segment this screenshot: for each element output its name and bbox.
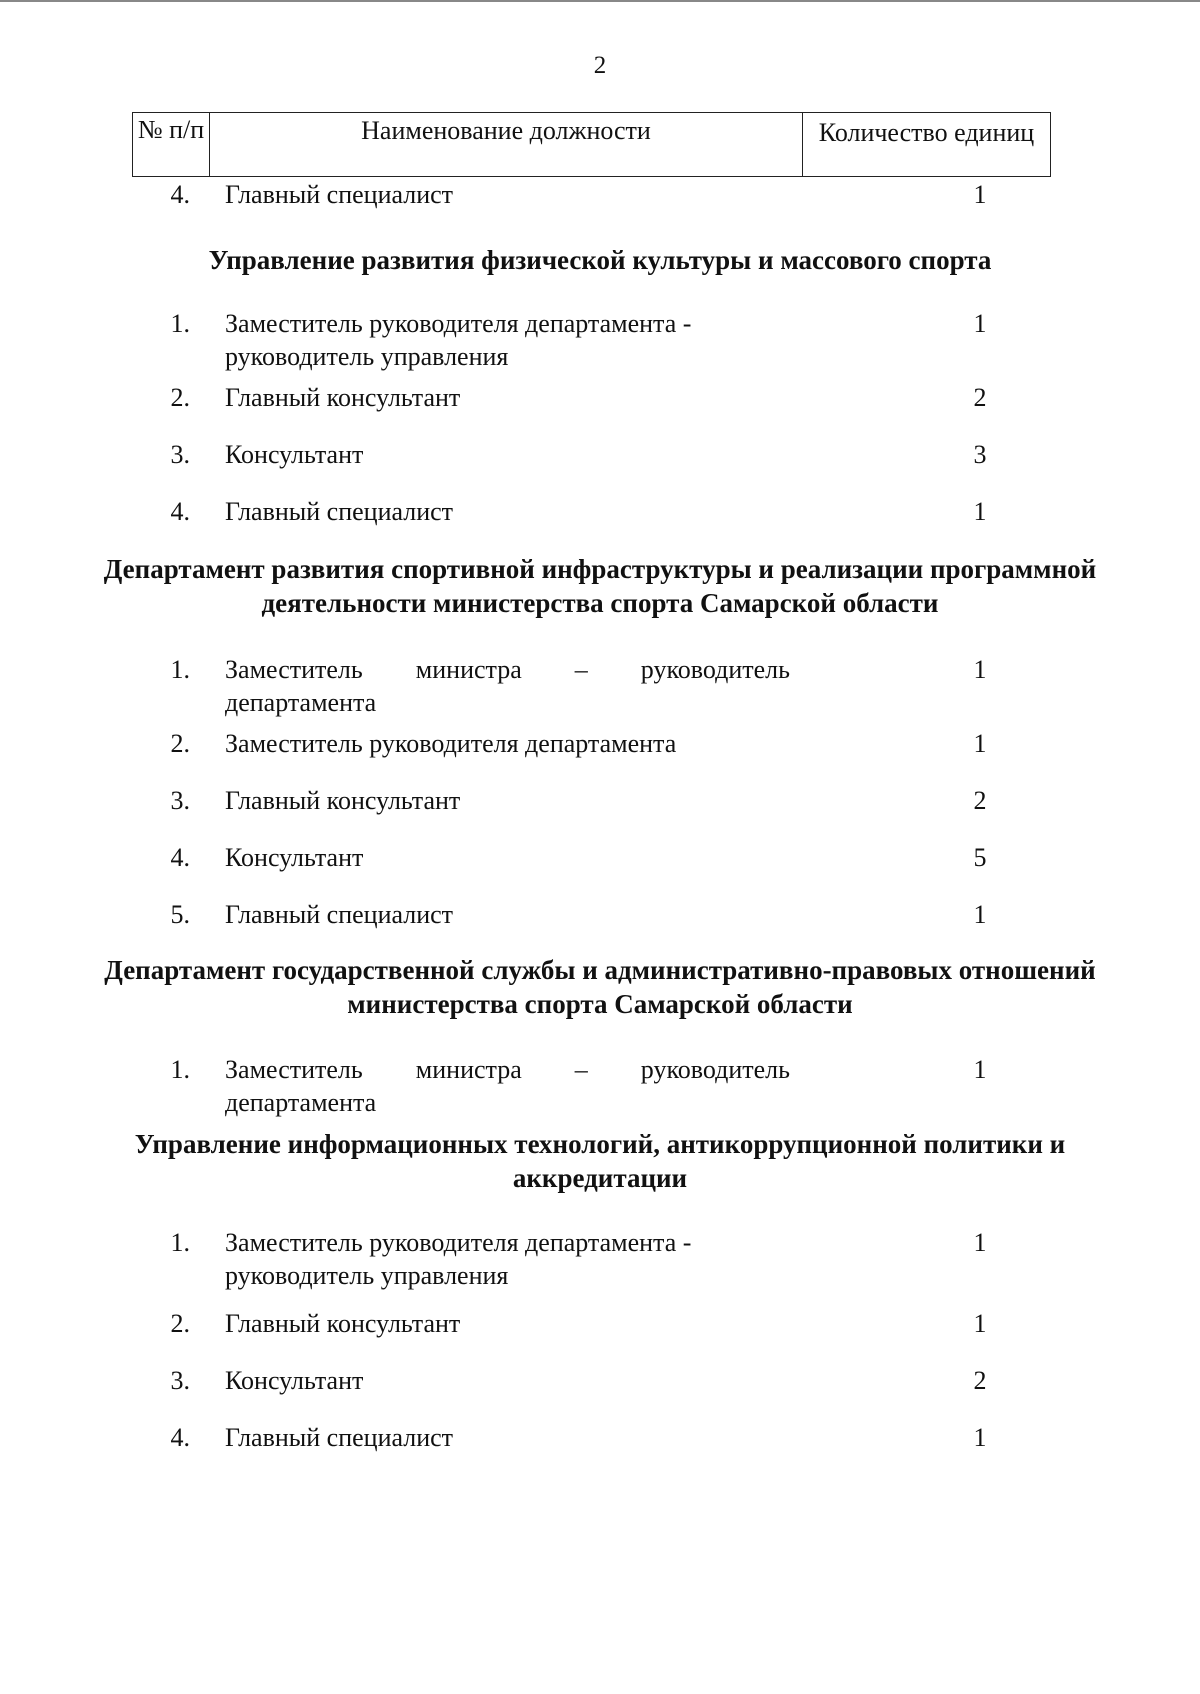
row-quantity: 3 [973, 440, 987, 469]
row-position: Главный консультант [225, 1309, 461, 1338]
row-number: 2. [170, 1309, 190, 1338]
row-number: 4. [170, 1423, 190, 1452]
header-quantity-column: Количество единиц [818, 118, 1035, 147]
row-position: Заместитель руководителя департамента - руководитель управления [225, 1228, 692, 1290]
row-position: Главный специалист [225, 180, 454, 209]
row-number: 1. [170, 655, 190, 684]
row-quantity: 1 [973, 729, 987, 758]
row-number: 1. [170, 309, 190, 338]
row-position: Главный специалист [225, 497, 454, 526]
row-position: Заместитель руководителя департамента - руководитель управления [225, 309, 692, 371]
row-number: 2. [170, 729, 190, 758]
page-number: 2 [593, 52, 607, 79]
row-quantity: 1 [973, 180, 987, 209]
row-number: 4. [170, 843, 190, 872]
header-position-column: Наименование должности [210, 113, 803, 176]
row-position: Заместитель министра – руководитель департамента [225, 655, 790, 717]
row-quantity: 2 [973, 383, 987, 412]
section-title: Управление развития физической культуры и массового спорта [208, 245, 992, 275]
row-quantity: 1 [973, 497, 987, 526]
section-title: Департамент развития спортивной инфраструктуры и реализации программной деятельности министерства спорта Самарской области [103, 554, 1097, 618]
row-quantity: 2 [973, 1366, 987, 1395]
row-quantity: 1 [973, 655, 987, 684]
row-quantity: 1 [973, 309, 987, 338]
row-number: 3. [170, 440, 190, 469]
row-number: 3. [170, 1366, 190, 1395]
row-number: 3. [170, 786, 190, 815]
row-position: Заместитель министра – руководитель департамента [225, 1055, 790, 1117]
row-position: Консультант [225, 1366, 364, 1395]
row-number: 1. [170, 1055, 190, 1084]
row-position: Главный специалист [225, 900, 454, 929]
row-position: Главный специалист [225, 1423, 454, 1452]
header-number-column: № п/п [133, 113, 210, 176]
section-title: Департамент государственной службы и административно-правовых отношений министерства спорта Самарской области [104, 955, 1096, 1019]
row-quantity: 1 [973, 1309, 987, 1338]
row-position: Заместитель руководителя департамента [225, 729, 677, 758]
row-position: Главный консультант [225, 383, 461, 412]
table-header [132, 112, 1051, 177]
row-position: Консультант [225, 843, 364, 872]
row-number: 4. [170, 497, 190, 526]
row-quantity: 1 [973, 900, 987, 929]
row-position: Консультант [225, 440, 364, 469]
row-quantity: 1 [973, 1055, 987, 1084]
row-number: 4. [170, 180, 190, 209]
row-position: Главный консультант [225, 786, 461, 815]
page-top-border [0, 0, 1200, 2]
row-quantity: 2 [973, 786, 987, 815]
row-number: 1. [170, 1228, 190, 1257]
row-quantity: 5 [973, 843, 987, 872]
row-number: 2. [170, 383, 190, 412]
section-title: Управление информационных технологий, антикоррупционной политики и аккредитации [134, 1129, 1066, 1193]
row-quantity: 1 [973, 1228, 987, 1257]
row-number: 5. [170, 900, 190, 929]
row-quantity: 1 [973, 1423, 987, 1452]
